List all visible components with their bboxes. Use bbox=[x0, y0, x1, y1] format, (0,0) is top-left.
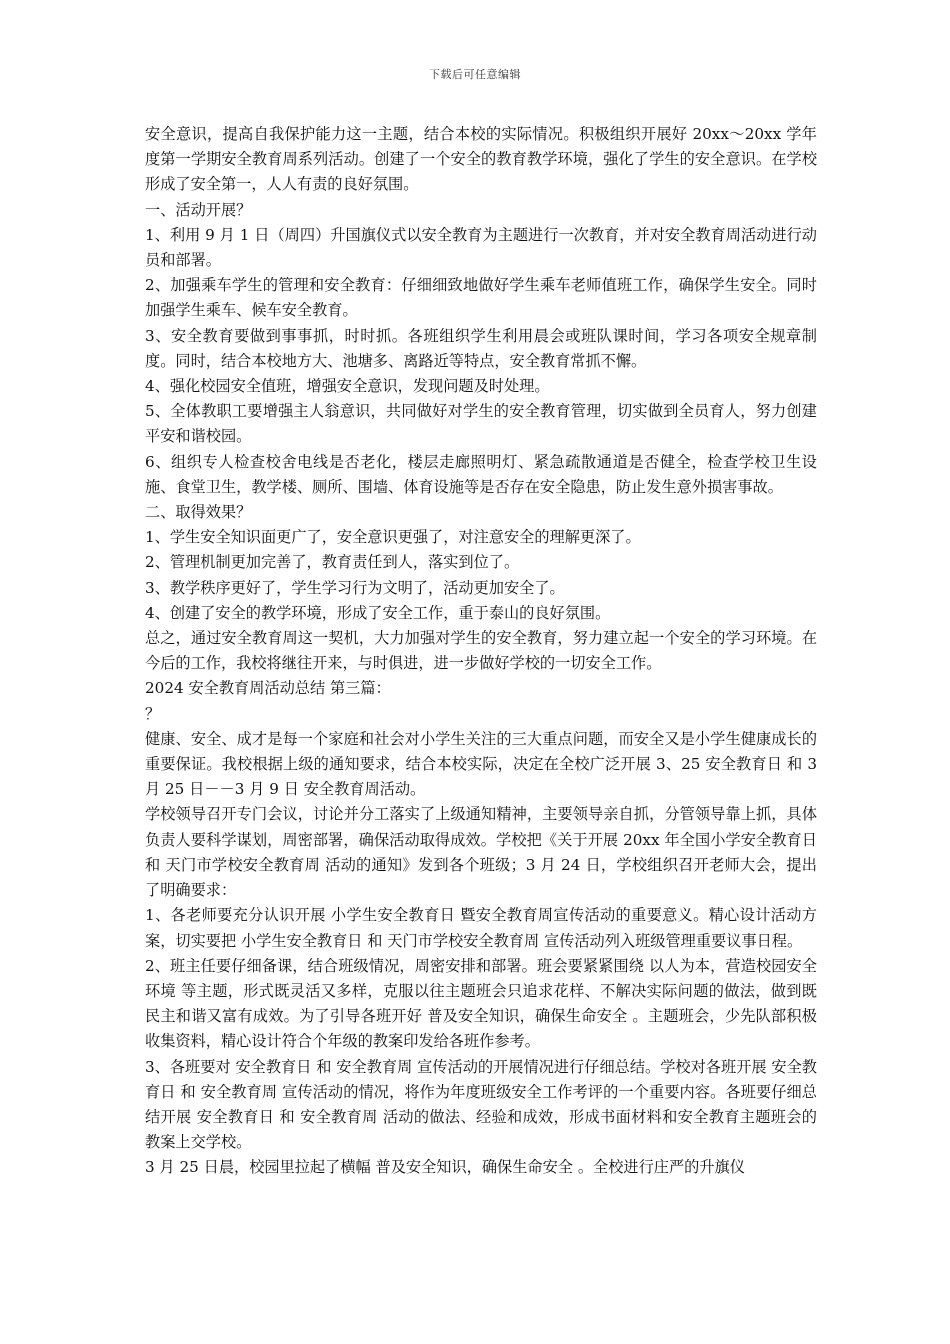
paragraph: 4、创建了安全的教学环境，形成了安全工作，重于泰山的良好氛围。 bbox=[145, 603, 611, 622]
paragraph: 4、强化校园安全值班，增强安全意识，发现问题及时处理。 bbox=[145, 377, 550, 396]
paragraph: 5、全体教职工要增强主人翁意识，共同做好对学生的安全教育管理，切实做到全员育人，努力创建平安和谐校园。 bbox=[145, 402, 817, 446]
paragraph: 3、教学秩序更好了，学生学习行为文明了，活动更加安全了。 bbox=[145, 578, 565, 597]
paragraph: 3 月 25 日晨，校园里拉起了横幅 普及安全知识，确保生命安全 。全校进行庄严的升旗仪 bbox=[145, 1158, 745, 1177]
paragraph: 2、加强乘车学生的管理和安全教育：仔细细致地做好学生乘车老师值班工作，确保学生安全。同时加强学生乘车、候车安全教育。 bbox=[145, 276, 817, 320]
paragraph: 1、各老师要充分认识开展 小学生安全教育日 暨安全教育周宣传活动的重要意义。精心设计活动方案，切实要把 小学生安全教育日 和 天门市学校安全教育周 宣传活动列入班级管理重要议事日程。 bbox=[145, 906, 817, 950]
paragraph: 1、利用 9 月 1 日（周四）升国旗仪式以安全教育为主题进行一次教育，并对安全教育周活动进行动员和部署。 bbox=[145, 225, 817, 270]
paragraph: 2、管理机制更加完善了，教育责任到人，落实到位了。 bbox=[145, 553, 520, 572]
paragraph: 3、安全教育要做到事事抓，时时抓。各班组织学生利用晨会或班队课时间，学习各项安全规章制度。同时，结合本校地方大、池塘多、离路近等特点，安全教育常抓不懈。 bbox=[145, 326, 817, 370]
paragraph: 总之，通过安全教育周这一契机，大力加强对学生的安全教育，努力建立起一个安全的学习环境。在今后的工作，我校将继往开来，与时俱进，进一步做好学校的一切安全工作。 bbox=[145, 629, 817, 673]
section-heading: 二、取得效果？ bbox=[145, 503, 252, 522]
paragraph: 3、各班要对 安全教育日 和 安全教育周 宣传活动的开展情况进行仔细总结。学校对各班开展 安全教育日 和 安全教育周 宣传活动的情况，将作为年度班级安全工作考评的一个重要内容。各班要仔细总结开展 安全教育日 和 安全教育周 活动的做法、经验和成效，形成书面材料和安全教育主题班会的教案上交学校。 bbox=[145, 1057, 817, 1152]
section-heading: 一、活动开展？ bbox=[145, 200, 252, 219]
document-body bbox=[145, 122, 817, 1181]
paragraph: 6、组织专人检查校舍电线是否老化，楼层走廊照明灯、紧急疏散通道是否健全，检查学校卫生设施、食堂卫生，教学楼、厕所、围墙、体育设施等是否存在安全隐患，防止发生意外损害事故。 bbox=[145, 452, 817, 496]
section-title: 2024 安全教育周活动总结 第三篇： bbox=[145, 679, 391, 698]
paragraph: 1、学生安全知识面更广了，安全意识更强了，对注意安全的理解更深了。 bbox=[145, 528, 641, 547]
paragraph: 健康、安全、成才是每一个家庭和社会对小学生关注的三大重点问题，而安全又是小学生健康成长的重要保证。我校根据上级的通知要求，结合本校实际，决定在全校广泛开展 3、25 安全教育日 和 3 月 25 日－－3 月 9 日 安全教育周活动。 bbox=[145, 729, 817, 799]
paragraph: ？ bbox=[145, 704, 161, 723]
paragraph: 2、班主任要仔细备课，结合班级情况，周密安排和部署。班会要紧紧围绕 以人为本，营造校园安全环境 等主题，形式既灵活又多样，克服以往主题班会只追求花样、不解决实际问题的做法，做到既民主和谐又富有成效。为了引导各班开好 普及安全知识，确保生命安全 。主题班会，少先队部积极收集资料，精心设计符合个年级的教案印发给各班作参考。 bbox=[145, 956, 817, 1051]
paragraph: 学校领导召开专门会议，讨论并分工落实了上级通知精神，主要领导亲自抓，分管领导靠上抓，具体负责人要科学谋划，周密部署，确保活动取得成效。学校把《关于开展 20xx 年全国小学安全教育日 和 天门市学校安全教育周 活动的通知》发到各个班级；3 月 24 日，学校组织召开老师大会，提出了明确要求： bbox=[145, 805, 817, 900]
paragraph: 安全意识，提高自我保护能力这一主题，结合本校的实际情况。积极组织开展好 20xx～20xx 学年度第一学期安全教育周系列活动。创建了一个安全的教育教学环境，强化了学生的安全意识。在学校形成了安全第一，人人有责的良好氛围。 bbox=[145, 125, 817, 194]
page-header-note: 下载后可任意编辑 bbox=[429, 68, 521, 81]
